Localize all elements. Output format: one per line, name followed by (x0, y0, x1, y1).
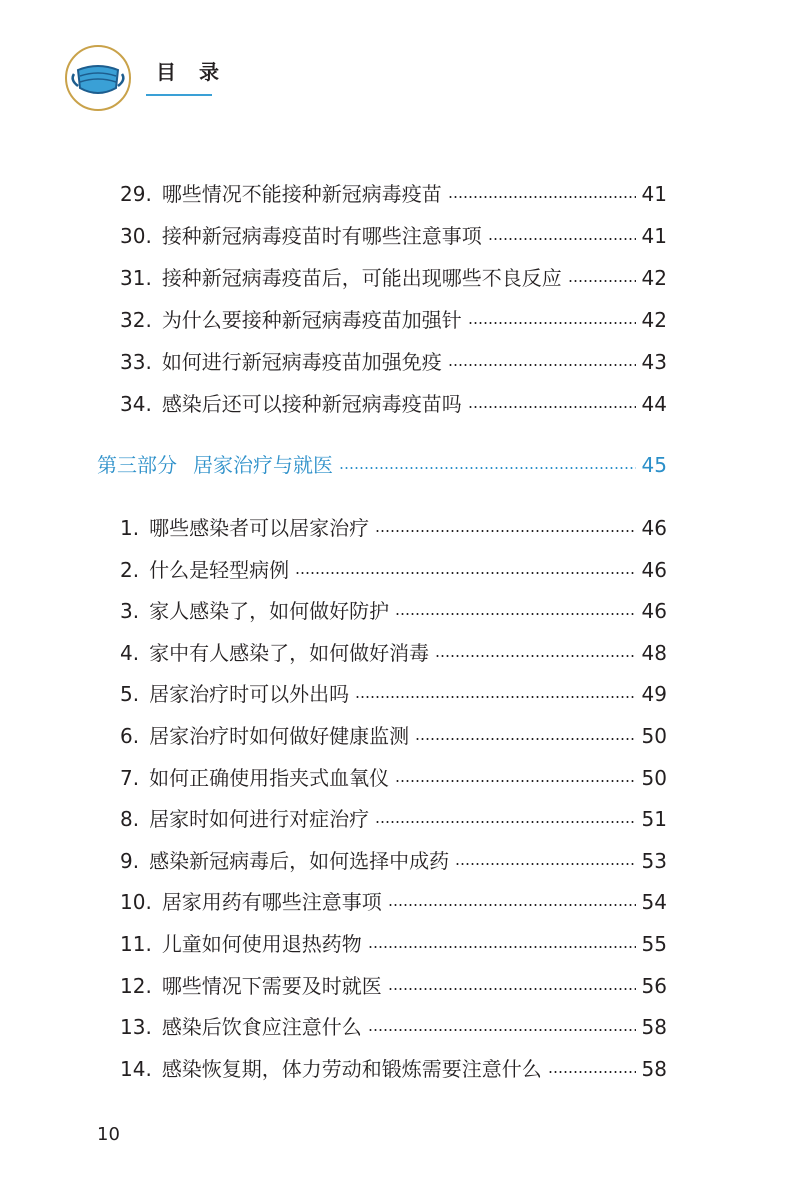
toc-entry-title: 儿童如何使用退热药物 (161, 932, 362, 956)
toc-entry-title: 感染后饮食应注意什么 (161, 1015, 362, 1039)
toc-entry-number: 6. (120, 724, 140, 748)
dot-leader (355, 696, 635, 698)
dot-leader (375, 530, 635, 532)
toc-entry[interactable] (120, 1055, 667, 1083)
toc-entry-page: 46 (641, 558, 667, 582)
toc-entry-number: 3. (120, 599, 140, 623)
dot-leader (455, 863, 635, 865)
toc-entry-number: 5. (120, 682, 140, 706)
dot-leader (448, 364, 636, 366)
toc-entry[interactable] (120, 306, 667, 334)
toc-entry-page: 53 (641, 849, 667, 873)
toc-entry-page: 42 (641, 266, 667, 290)
toc-entry[interactable] (120, 180, 667, 208)
toc-entry-title: 为什么要接种新冠病毒疫苗加强针 (161, 308, 462, 332)
dot-leader (368, 946, 636, 948)
header-rule (146, 94, 212, 96)
toc-entry[interactable] (120, 390, 667, 418)
dot-leader (388, 904, 636, 906)
dot-leader (548, 1071, 636, 1073)
toc-entry-page: 43 (641, 350, 667, 374)
toc-entry-page: 41 (641, 182, 667, 206)
toc-entry-page: 42 (641, 308, 667, 332)
toc-entry[interactable] (120, 597, 667, 625)
section-name: 居家治疗与就医 (193, 453, 333, 477)
toc-entry-page: 46 (641, 516, 667, 540)
dot-leader (388, 988, 636, 990)
toc-entry-number: 13. (120, 1015, 152, 1039)
toc-entry-title: 居家治疗时如何做好健康监测 (149, 724, 410, 748)
toc-entry[interactable] (120, 888, 667, 916)
toc-entry[interactable] (120, 805, 667, 833)
dot-leader (295, 572, 635, 574)
page-number: 10 (97, 1124, 120, 1145)
toc-entry[interactable] (120, 348, 667, 376)
toc-entry-title: 感染新冠病毒后，如何选择中成药 (149, 849, 450, 873)
toc-entry-number: 2. (120, 558, 140, 582)
toc-entry-page: 44 (641, 392, 667, 416)
toc-entry-number: 9. (120, 849, 140, 873)
toc-entry-title: 如何进行新冠病毒疫苗加强免疫 (161, 350, 442, 374)
toc-entry-page: 50 (641, 724, 667, 748)
toc-entry-number: 33. (120, 350, 152, 374)
dot-leader (339, 467, 636, 469)
section-part: 第三部分 (97, 453, 177, 477)
dot-leader (448, 196, 636, 198)
toc-entry-title: 居家用药有哪些注意事项 (161, 890, 382, 914)
toc-entry-title: 家中有人感染了，如何做好消毒 (149, 641, 430, 665)
toc-entry-title: 哪些感染者可以居家治疗 (149, 516, 370, 540)
toc-entry-number: 10. (120, 890, 152, 914)
dot-leader (415, 738, 635, 740)
dot-leader (395, 780, 635, 782)
toc-entry-title: 如何正确使用指夹式血氧仪 (149, 766, 390, 790)
toc-entry[interactable] (120, 264, 667, 292)
toc-entry-title: 家人感染了，如何做好防护 (149, 599, 390, 623)
dot-leader (568, 280, 636, 282)
toc-entry-number: 30. (120, 224, 152, 248)
toc-entry-page: 54 (641, 890, 667, 914)
toc-entry[interactable] (120, 722, 667, 750)
toc-section-heading[interactable] (97, 451, 667, 479)
toc-entry-number: 12. (120, 974, 152, 998)
toc-entry-page: 50 (641, 766, 667, 790)
dot-leader (435, 655, 635, 657)
toc-entry[interactable] (120, 639, 667, 667)
toc-entry[interactable] (120, 847, 667, 875)
toc-entry-title: 哪些情况不能接种新冠病毒疫苗 (161, 182, 442, 206)
dot-leader (368, 1029, 636, 1031)
toc-entry-page: 58 (641, 1015, 667, 1039)
mask-icon (64, 44, 132, 112)
header-title: 目 录 (156, 60, 227, 84)
toc-entry-number: 1. (120, 516, 140, 540)
toc-entry[interactable] (120, 930, 667, 958)
toc-entry[interactable] (120, 514, 667, 542)
dot-leader (488, 238, 636, 240)
dot-leader (395, 613, 635, 615)
toc-entry-number: 14. (120, 1057, 152, 1081)
toc-entry-page: 41 (641, 224, 667, 248)
section-page: 45 (641, 453, 667, 477)
toc-entry-page: 58 (641, 1057, 667, 1081)
toc-entry-number: 32. (120, 308, 152, 332)
toc-entry-number: 8. (120, 807, 140, 831)
toc-entry-number: 4. (120, 641, 140, 665)
toc-entry-page: 51 (641, 807, 667, 831)
toc-entry-title: 感染后还可以接种新冠病毒疫苗吗 (161, 392, 462, 416)
toc-entry-title: 居家治疗时可以外出吗 (149, 682, 350, 706)
dot-leader (375, 821, 635, 823)
toc-entry[interactable] (120, 1013, 667, 1041)
toc-entry[interactable] (120, 680, 667, 708)
toc-entry-number: 31. (120, 266, 152, 290)
toc-entry-page: 46 (641, 599, 667, 623)
toc-entry[interactable] (120, 222, 667, 250)
toc-entry-title: 哪些情况下需要及时就医 (161, 974, 382, 998)
toc-entry-number: 11. (120, 932, 152, 956)
toc-entry-title: 接种新冠病毒疫苗时有哪些注意事项 (161, 224, 482, 248)
toc-entry-title: 感染恢复期，体力劳动和锻炼需要注意什么 (161, 1057, 542, 1081)
toc-entry-page: 55 (641, 932, 667, 956)
toc-entry-title: 接种新冠病毒疫苗后，可能出现哪些不良反应 (161, 266, 562, 290)
toc-entry[interactable] (120, 556, 667, 584)
toc-entry-number: 7. (120, 766, 140, 790)
toc-entry-number: 34. (120, 392, 152, 416)
toc-entry-number: 29. (120, 182, 152, 206)
toc-entry-page: 56 (641, 974, 667, 998)
toc-entry-page: 49 (641, 682, 667, 706)
toc-entry-title: 居家时如何进行对症治疗 (149, 807, 370, 831)
toc-entry-page: 48 (641, 641, 667, 665)
toc-entry[interactable] (120, 972, 667, 1000)
toc-entry-title: 什么是轻型病例 (149, 558, 290, 582)
dot-leader (468, 406, 636, 408)
toc-entry[interactable] (120, 764, 667, 792)
dot-leader (468, 322, 636, 324)
